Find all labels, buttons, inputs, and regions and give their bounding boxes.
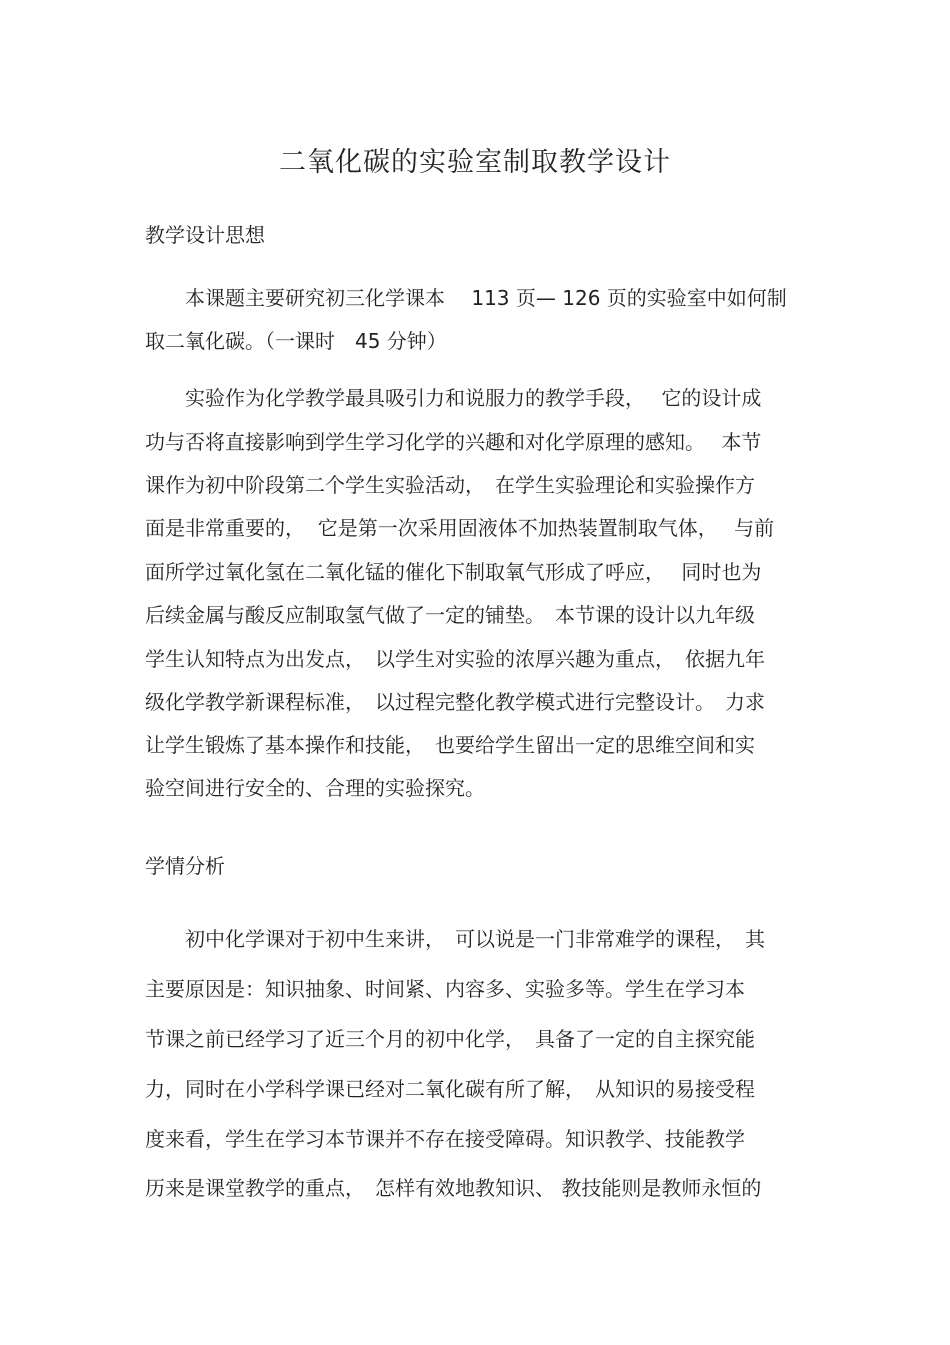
section-heading-design-idea: 教学设计思想 — [145, 223, 265, 247]
paragraph-line: 度来看，学生在学习本节课并不存在接受障碍。知识教学、技能教学 — [145, 1127, 745, 1151]
section-heading-student-analysis: 学情分析 — [145, 854, 225, 878]
paragraph-line: 力，同时在小学科学课已经对二氧化碳有所了解， 从知识的易接受程 — [145, 1077, 755, 1101]
paragraph-line: 节课之前已经学习了近三个月的初中化学， 具备了一定的自主探究能 — [145, 1027, 755, 1051]
paragraph-line: 课作为初中阶段第二个学生实验活动， 在学生实验理论和实验操作方 — [145, 473, 755, 497]
paragraph-line: 验空间进行安全的、合理的实验探究。 — [145, 776, 485, 800]
document-title: 二氧化碳的实验室制取教学设计 — [279, 147, 671, 178]
paragraph-line: 让学生锻炼了基本操作和技能， 也要给学生留出一定的思维空间和实 — [145, 733, 755, 757]
paragraph-line: 学生认知特点为出发点， 以学生对实验的浓厚兴趣为重点， 依据九年 — [145, 647, 765, 671]
paragraph-line: 历来是课堂教学的重点， 怎样有效地教知识、 教技能则是教师永恒的 — [145, 1176, 762, 1200]
paragraph-line: 主要原因是：知识抽象、时间紧、内容多、实验多等。学生在学习本 — [145, 977, 745, 1001]
paragraph-line: 功与否将直接影响到学生学习化学的兴趣和对化学原理的感知。 本节 — [145, 430, 762, 454]
paragraph-line: 实验作为化学教学最具吸引力和说服力的教学手段， 它的设计成 — [145, 386, 762, 410]
paragraph-line: 面是非常重要的， 它是第一次采用固液体不加热装置制取气体， 与前 — [145, 516, 775, 540]
paragraph-line: 面所学过氧化氢在二氧化锰的催化下制取氧气形成了呼应， 同时也为 — [145, 560, 762, 584]
paragraph-line: 本课题主要研究初三化学课本 113 页— 126 页的实验室中如何制 — [145, 286, 787, 310]
paragraph-line: 级化学教学新课程标准， 以过程完整化教学模式进行完整设计。 力求 — [145, 690, 765, 714]
paragraph-line: 初中化学课对于初中生来讲， 可以说是一门非常难学的课程， 其 — [145, 927, 765, 951]
paragraph-line: 后续金属与酸反应制取氢气做了一定的铺垫。 本节课的设计以九年级 — [145, 603, 755, 627]
paragraph-line: 取二氧化碳。（一课时 45 分钟） — [145, 329, 447, 353]
